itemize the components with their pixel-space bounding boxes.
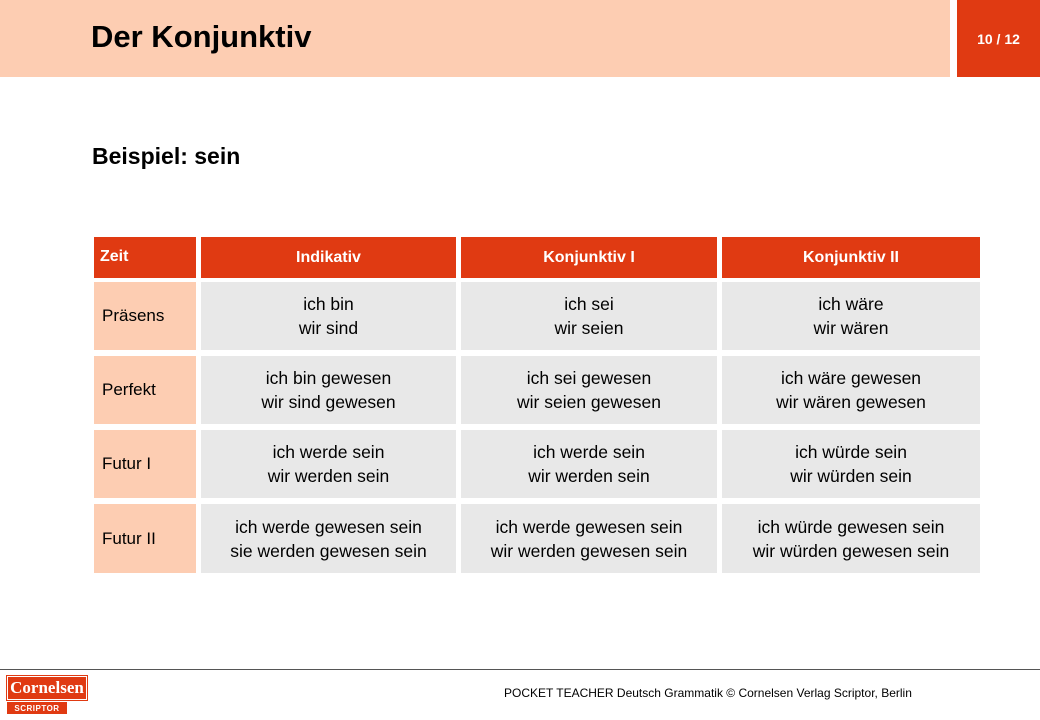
cell-line: wir sind gewesen	[261, 392, 396, 412]
cell-line: sie werden gewesen sein	[230, 540, 427, 561]
page-counter	[957, 0, 1040, 77]
cell-line: ich wäre	[818, 294, 884, 314]
header-konjunktiv-1	[461, 237, 717, 278]
cell-line: wir sind	[298, 318, 359, 338]
cell-line: ich sei gewesen	[526, 368, 652, 388]
cell-line: ich bin	[303, 294, 354, 314]
cell-line: wir werden gewesen sein	[490, 540, 688, 561]
table-cell	[722, 356, 980, 424]
row-label-text: Perfekt	[102, 380, 156, 399]
cell-line: ich würde sein	[795, 442, 907, 462]
logo-wordmark: Cornelsen	[7, 676, 87, 700]
table-cell	[461, 356, 717, 424]
cell-line: wir wären	[813, 318, 889, 338]
row-label-praesens	[94, 282, 196, 350]
cell-line: wir würden sein	[790, 466, 912, 486]
header-indikativ	[201, 237, 456, 278]
row-label-text: Präsens	[102, 306, 165, 325]
footer-credit: POCKET TEACHER Deutsch Grammatik © Cornelsen Verlag Scriptor, Berlin	[504, 686, 912, 700]
cell-line: ich werde sein	[272, 442, 385, 462]
table-cell	[201, 282, 456, 350]
table-cell	[201, 430, 456, 498]
cell-line: ich würde gewesen sein	[757, 516, 945, 537]
row-label-perfekt	[94, 356, 196, 424]
row-label-text: Futur I	[102, 454, 152, 473]
cell-line: wir werden sein	[267, 466, 390, 486]
cell-line: ich wäre gewesen	[780, 368, 922, 388]
cell-line: ich werde gewesen sein	[495, 516, 683, 537]
footer-divider	[0, 669, 1040, 670]
cell-line: wir werden sein	[528, 466, 650, 486]
logo-subline: SCRIPTOR	[7, 702, 67, 714]
header-konjunktiv-2	[722, 237, 980, 278]
row-label-text: Futur II	[102, 528, 156, 548]
table-cell	[722, 430, 980, 498]
table-cell	[201, 356, 456, 424]
cell-line: ich bin gewesen	[265, 368, 392, 388]
header-zeit	[94, 237, 196, 278]
header-konjunktiv-2-label: Konjunktiv II	[803, 248, 899, 266]
cell-line: ich werde gewesen sein	[235, 516, 422, 537]
table-cell	[722, 282, 980, 350]
header-zeit-label: Zeit	[100, 248, 129, 265]
header-indikativ-label: Indikativ	[296, 248, 361, 266]
row-label-futur-1	[94, 430, 196, 498]
subtitle: Beispiel: sein	[92, 143, 241, 169]
cell-line: wir wären gewesen	[776, 392, 926, 412]
row-label-futur-2	[94, 504, 196, 573]
table-cell	[461, 430, 717, 498]
publisher-logo	[7, 676, 87, 714]
table-cell	[722, 504, 980, 573]
cell-line: ich sei	[564, 294, 614, 314]
table-cell	[461, 504, 717, 573]
cell-line: wir seien	[554, 318, 624, 338]
page-title: Der Konjunktiv	[91, 19, 312, 54]
page-counter-label: 10 / 12	[977, 31, 1020, 47]
cell-line: wir würden gewesen sein	[752, 540, 950, 561]
cell-line: wir seien gewesen	[517, 392, 661, 412]
header-konjunktiv-1-label: Konjunktiv I	[543, 248, 635, 266]
table-cell	[201, 504, 456, 573]
table-cell	[461, 282, 717, 350]
cell-line: ich werde sein	[533, 442, 645, 462]
